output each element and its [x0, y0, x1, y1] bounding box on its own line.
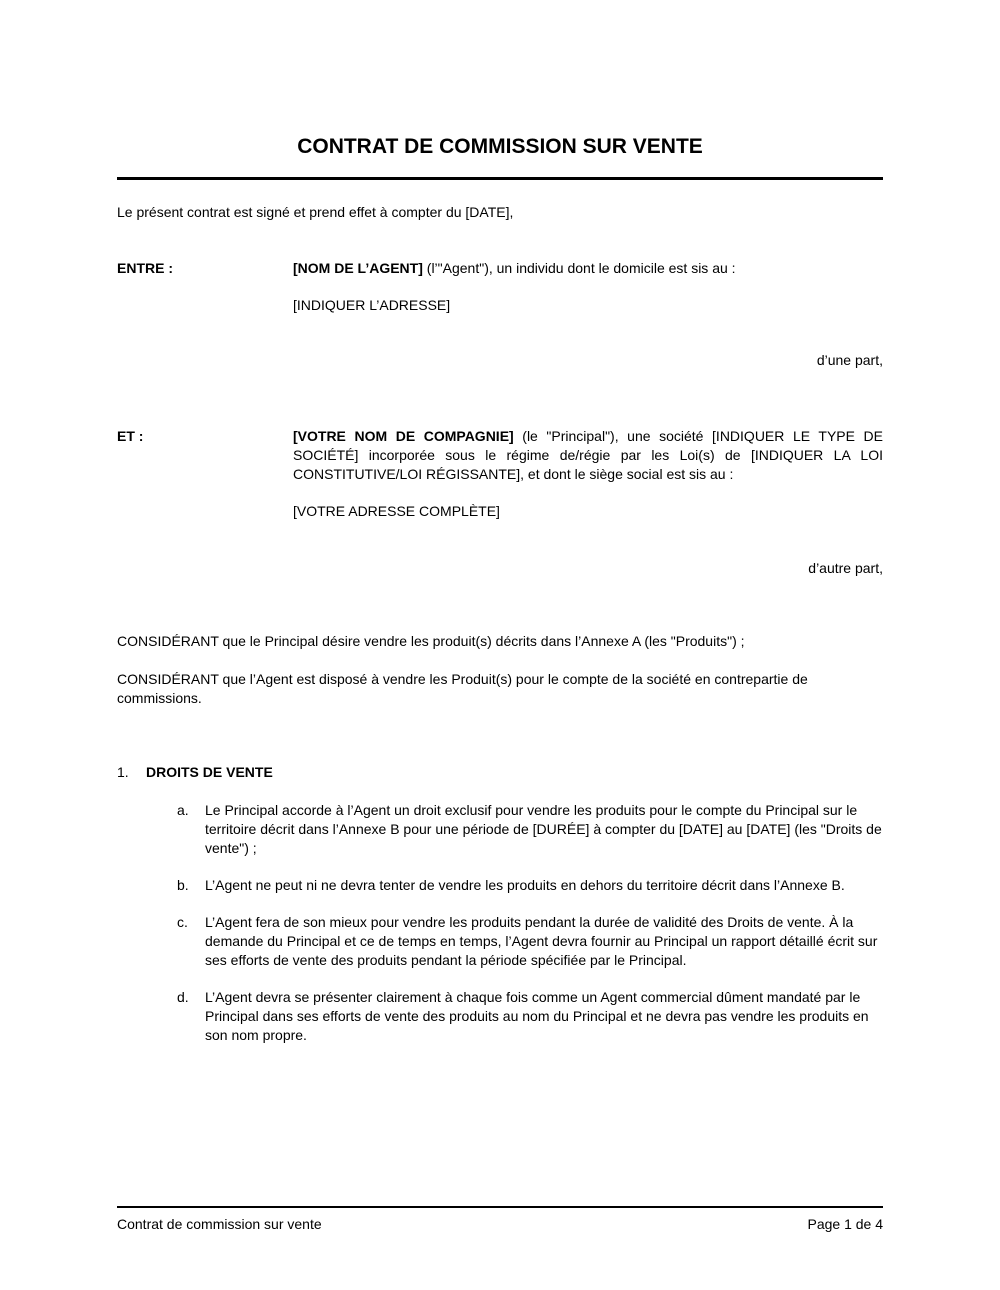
party-name-line-agent [293, 259, 883, 278]
footer-document-name: Contrat de commission sur vente [117, 1216, 322, 1232]
clause-letter-a: a. [177, 802, 189, 818]
party-name-placeholder-principal: [VOTRE NOM DE COMPAGNIE] [293, 428, 514, 444]
clause-item-d [117, 988, 883, 1045]
party-block-principal [117, 427, 883, 521]
footer-divider [117, 1206, 883, 1208]
part-note-une-part: d’une part, [816, 352, 883, 368]
party-description-principal: (le "Principal"), une société [INDIQUER LE TYPE DE SOCIÉTÉ] incorporée sous le régime de/régie par les Loi(s) de [INDIQUER LA LOI CONSTITUTIVE/LOI RÉGISSANTE], et dont le siège social est sis au : [293, 428, 883, 482]
recital-1: CONSIDÉRANT que le Principal désire vendre les produit(s) décrits dans l’Annexe A (les "Produits") ; [117, 633, 745, 649]
party-block-agent [117, 259, 883, 315]
document-title: CONTRAT DE COMMISSION SUR VENTE [297, 135, 703, 158]
party-name-line-principal [293, 427, 883, 484]
part-note-autre-part: d’autre part, [808, 560, 883, 576]
page-footer [117, 1206, 883, 1234]
clause-letter-d: d. [177, 989, 189, 1005]
party-body-agent [293, 259, 883, 315]
party-description-agent: (l’"Agent"), un individu dont le domicile est sis au : [422, 260, 736, 276]
section-title: DROITS DE VENTE [146, 764, 273, 780]
party-name-placeholder-agent: [NOM DE L’AGENT] [293, 260, 423, 276]
clause-item-c [117, 913, 883, 970]
party-label-et: ET : [117, 428, 144, 444]
title-divider [117, 177, 883, 180]
clause-letter-b: b. [177, 877, 189, 893]
party-body-principal [293, 427, 883, 521]
recital-2: CONSIDÉRANT que l’Agent est disposé à vendre les Produit(s) pour le compte de la société en contrepartie de commissions. [117, 671, 808, 706]
clause-text-a: Le Principal accorde à l’Agent un droit exclusif pour vendre les produits pour le compte du Principal sur le territoire décrit dans l’Annexe B pour une période de [DURÉE] à compter du [DATE] au [DATE] (les "Droits de vente") ; [205, 802, 882, 856]
party-address-principal: [VOTRE ADRESSE COMPLÈTE] [293, 503, 500, 519]
party-address-agent: [INDIQUER L’ADRESSE] [293, 297, 451, 313]
section-number: 1. [117, 764, 129, 780]
section-heading-droits-de-vente [117, 763, 883, 782]
clause-item-b [117, 876, 883, 895]
footer-page-number: Page 1 de 4 [807, 1216, 883, 1232]
clause-item-a [117, 801, 883, 858]
party-label-entre: ENTRE : [117, 260, 173, 276]
clause-text-c: L’Agent fera de son mieux pour vendre les produits pendant la durée de validité des Droits de vente. À la demande du Principal et ce de temps en temps, l’Agent devra fournir au Principal un rapport détaillé écrit sur ses efforts de vente des produits pendant la période spécifiée par le Principal. [205, 914, 878, 968]
clause-text-d: L’Agent devra se présenter clairement à chaque fois comme un Agent commercial dûment mandaté par le Principal dans ses efforts de vente des produits au nom du Principal et ne devra pas vendre les produits en son nom propre. [205, 989, 869, 1043]
footer-row [117, 1215, 883, 1234]
clause-letter-c: c. [177, 914, 188, 930]
clause-text-b: L’Agent ne peut ni ne devra tenter de vendre les produits en dehors du territoire décrit dans l’Annexe B. [205, 877, 845, 893]
intro-paragraph: Le présent contrat est signé et prend effet à compter du [DATE], [117, 204, 514, 220]
page-content [117, 133, 883, 1045]
